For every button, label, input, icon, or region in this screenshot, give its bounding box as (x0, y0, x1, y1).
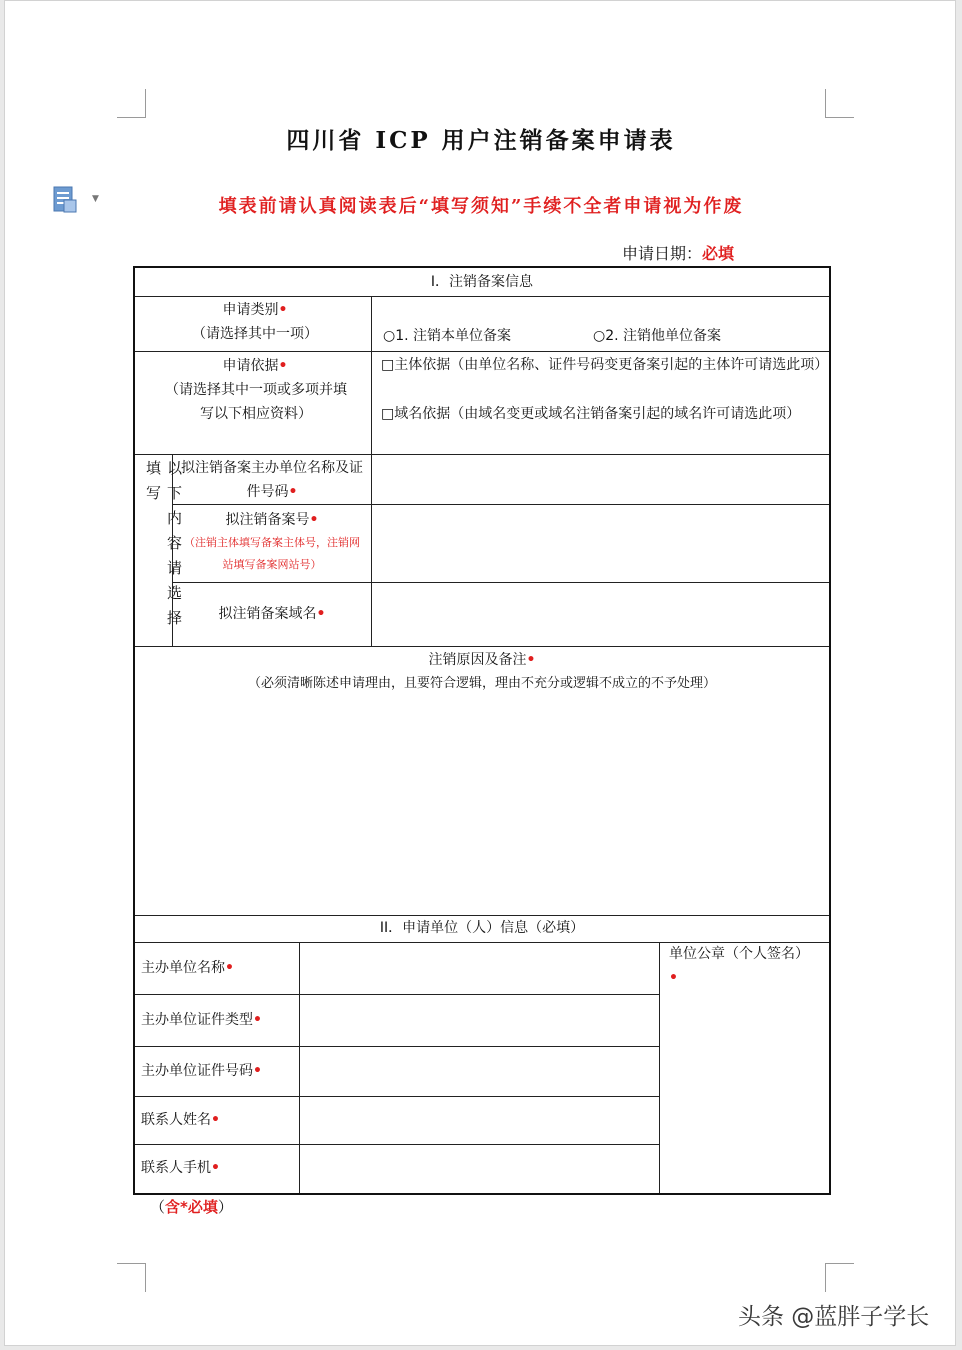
divider (135, 351, 829, 352)
apply-date-required: 必填 (702, 244, 735, 263)
row-label-cert-type (141, 1008, 262, 1032)
seal-area[interactable] (663, 992, 825, 1190)
side-label: 以下内容请选择填写 (144, 460, 183, 635)
reason-label-text: 注销原因及备注 (428, 652, 527, 668)
application-form-table (133, 266, 831, 1195)
section2-header: II．申请单位（人）信息（必填） (379, 920, 585, 936)
row-record-hint: （注销主体填写备案主体号，注销网站填写备案网站号） (184, 536, 360, 571)
divider (135, 994, 659, 995)
row-record-label (179, 508, 365, 532)
chevron-down-icon[interactable]: ▼ (92, 194, 99, 204)
required-mark: • (211, 1160, 220, 1176)
crop-mark-top-right (825, 89, 854, 118)
row-domain-label (179, 602, 365, 626)
row-label-cert-number (141, 1059, 262, 1083)
divider (135, 646, 829, 647)
reason-label (135, 648, 829, 672)
footnote (150, 1196, 233, 1217)
row-label-text: 联系人手机 (141, 1160, 211, 1176)
domain-input-cell[interactable] (373, 584, 827, 644)
row-label-contact-name (141, 1108, 220, 1132)
required-mark: • (211, 1112, 220, 1128)
required-mark: • (288, 484, 298, 500)
required-mark: • (278, 302, 288, 318)
cert-type-input[interactable] (301, 996, 657, 1044)
crop-mark-top-left (117, 89, 146, 118)
apply-date-label: 申请日期： (622, 244, 703, 263)
crop-mark-bottom-left (117, 1263, 146, 1292)
apply-type-label (165, 298, 345, 322)
row-label-text: 联系人姓名 (141, 1112, 211, 1128)
row-subject-label-text: 拟注销备案主办单位名称及证件号码 (181, 460, 363, 500)
basis-option-2[interactable]: □域名依据（由域名变更或域名注销备案引起的域名许可请选此项） (381, 406, 801, 422)
row-label-text: 主办单位证件类型 (141, 1012, 253, 1028)
apply-basis-label-text: 申请依据 (222, 358, 279, 374)
notice-text: 填表前请认真阅读表后“填写须知”手续不全者申请视为作废 (218, 196, 744, 217)
apply-date (622, 241, 734, 264)
required-mark: • (253, 1063, 262, 1079)
row-label-org-name (141, 956, 234, 980)
apply-type-option-1[interactable]: ○1. 注销本单位备案 (383, 328, 512, 344)
reason-hint: （必须清晰陈述申请理由，且要符合逻辑，理由不充分或逻辑不成立的不予处理） (247, 676, 716, 691)
reason-input-area[interactable] (139, 700, 825, 912)
row-label-text: 主办单位证件号码 (141, 1063, 253, 1079)
footnote-close: ） (217, 1198, 233, 1216)
divider (659, 942, 660, 1193)
required-mark: • (225, 960, 234, 976)
required-mark: • (316, 606, 326, 622)
cert-number-input[interactable] (301, 1048, 657, 1094)
apply-basis-label (155, 354, 355, 378)
row-record-label-text: 拟注销备案号 (225, 512, 310, 528)
subject-input-cell[interactable] (373, 456, 827, 502)
apply-basis-hint: （请选择其中一项或多项并填写以下相应资料） (165, 382, 347, 422)
required-mark: • (278, 358, 288, 374)
row-label-text: 主办单位名称 (141, 960, 225, 976)
divider (135, 1096, 659, 1097)
seal-label: 单位公章（个人签名） (669, 946, 809, 962)
section1-header: I．注销备案信息 (430, 274, 534, 290)
divider (135, 1144, 659, 1145)
divider (135, 454, 829, 455)
row-domain-label-text: 拟注销备案域名 (218, 606, 317, 622)
divider (135, 296, 829, 297)
apply-type-hint: （请选择其中一项） (192, 326, 318, 342)
apply-type-option-2[interactable]: ○2. 注销他单位备案 (593, 328, 722, 344)
page-title: 四川省 ICP 用户注销备案申请表 (286, 127, 676, 154)
contact-name-input[interactable] (301, 1098, 657, 1142)
footnote-required: 含*必填 (165, 1198, 218, 1216)
required-mark: • (253, 1012, 262, 1028)
org-name-input[interactable] (301, 944, 657, 992)
row-subject-label (179, 456, 365, 504)
divider (172, 582, 829, 583)
divider (299, 942, 300, 1193)
divider (135, 1046, 659, 1047)
divider (371, 296, 372, 646)
required-mark: • (669, 970, 678, 986)
divider (172, 504, 829, 505)
required-mark: • (309, 512, 319, 528)
required-mark: • (526, 652, 536, 668)
row-label-contact-phone (141, 1156, 220, 1180)
record-input-cell[interactable] (373, 506, 827, 580)
crop-mark-bottom-right (825, 1263, 854, 1292)
apply-type-label-text: 申请类别 (222, 302, 279, 318)
basis-option-1[interactable]: □主体依据（由单位名称、证件号码变更备案引起的主体许可请选此项） (381, 357, 829, 373)
contact-phone-input[interactable] (301, 1146, 657, 1192)
watermark: 头条 @蓝胖子学长 (738, 1304, 930, 1330)
footnote-open: （ (150, 1198, 166, 1216)
